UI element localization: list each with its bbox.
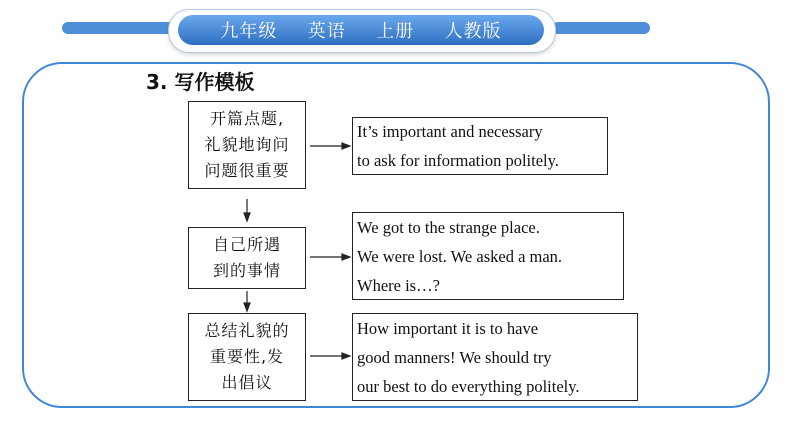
arrow-right-1 — [310, 143, 350, 149]
header-publisher: 人教版 — [444, 21, 502, 42]
step-line: 总结礼貌的 — [204, 321, 290, 340]
example-line: Where is…? — [357, 275, 440, 295]
arrow-right-3 — [310, 353, 350, 359]
example-line: good manners! We should try — [357, 347, 552, 367]
header-volume: 上册 — [376, 21, 415, 42]
section-title: 3. 写作模板 — [146, 70, 255, 94]
step-line: 重要性,发 — [209, 347, 285, 366]
header-subject: 英语 — [307, 21, 346, 42]
example-line: our best to do everything politely. — [357, 376, 580, 396]
step-line: 到的事情 — [212, 261, 281, 280]
step-line: 礼貌地询问 — [204, 135, 290, 154]
example-line: We were lost. We asked a man. — [357, 246, 563, 266]
arrow-down-1 — [244, 199, 250, 221]
example-line: It’s important and necessary — [357, 122, 543, 141]
step-line: 自己所遇 — [212, 235, 281, 254]
example-line: to ask for information politely. — [357, 151, 559, 170]
arrow-down-2 — [244, 291, 250, 311]
step-line: 开篇点题, — [209, 109, 285, 128]
header-grade: 九年级 — [220, 21, 278, 42]
example-line: How important it is to have — [357, 318, 539, 338]
arrow-right-2 — [310, 254, 350, 260]
step-line: 问题很重要 — [204, 161, 290, 180]
example-line: We got to the strange place. — [357, 217, 540, 237]
step-line: 出倡议 — [221, 373, 273, 392]
